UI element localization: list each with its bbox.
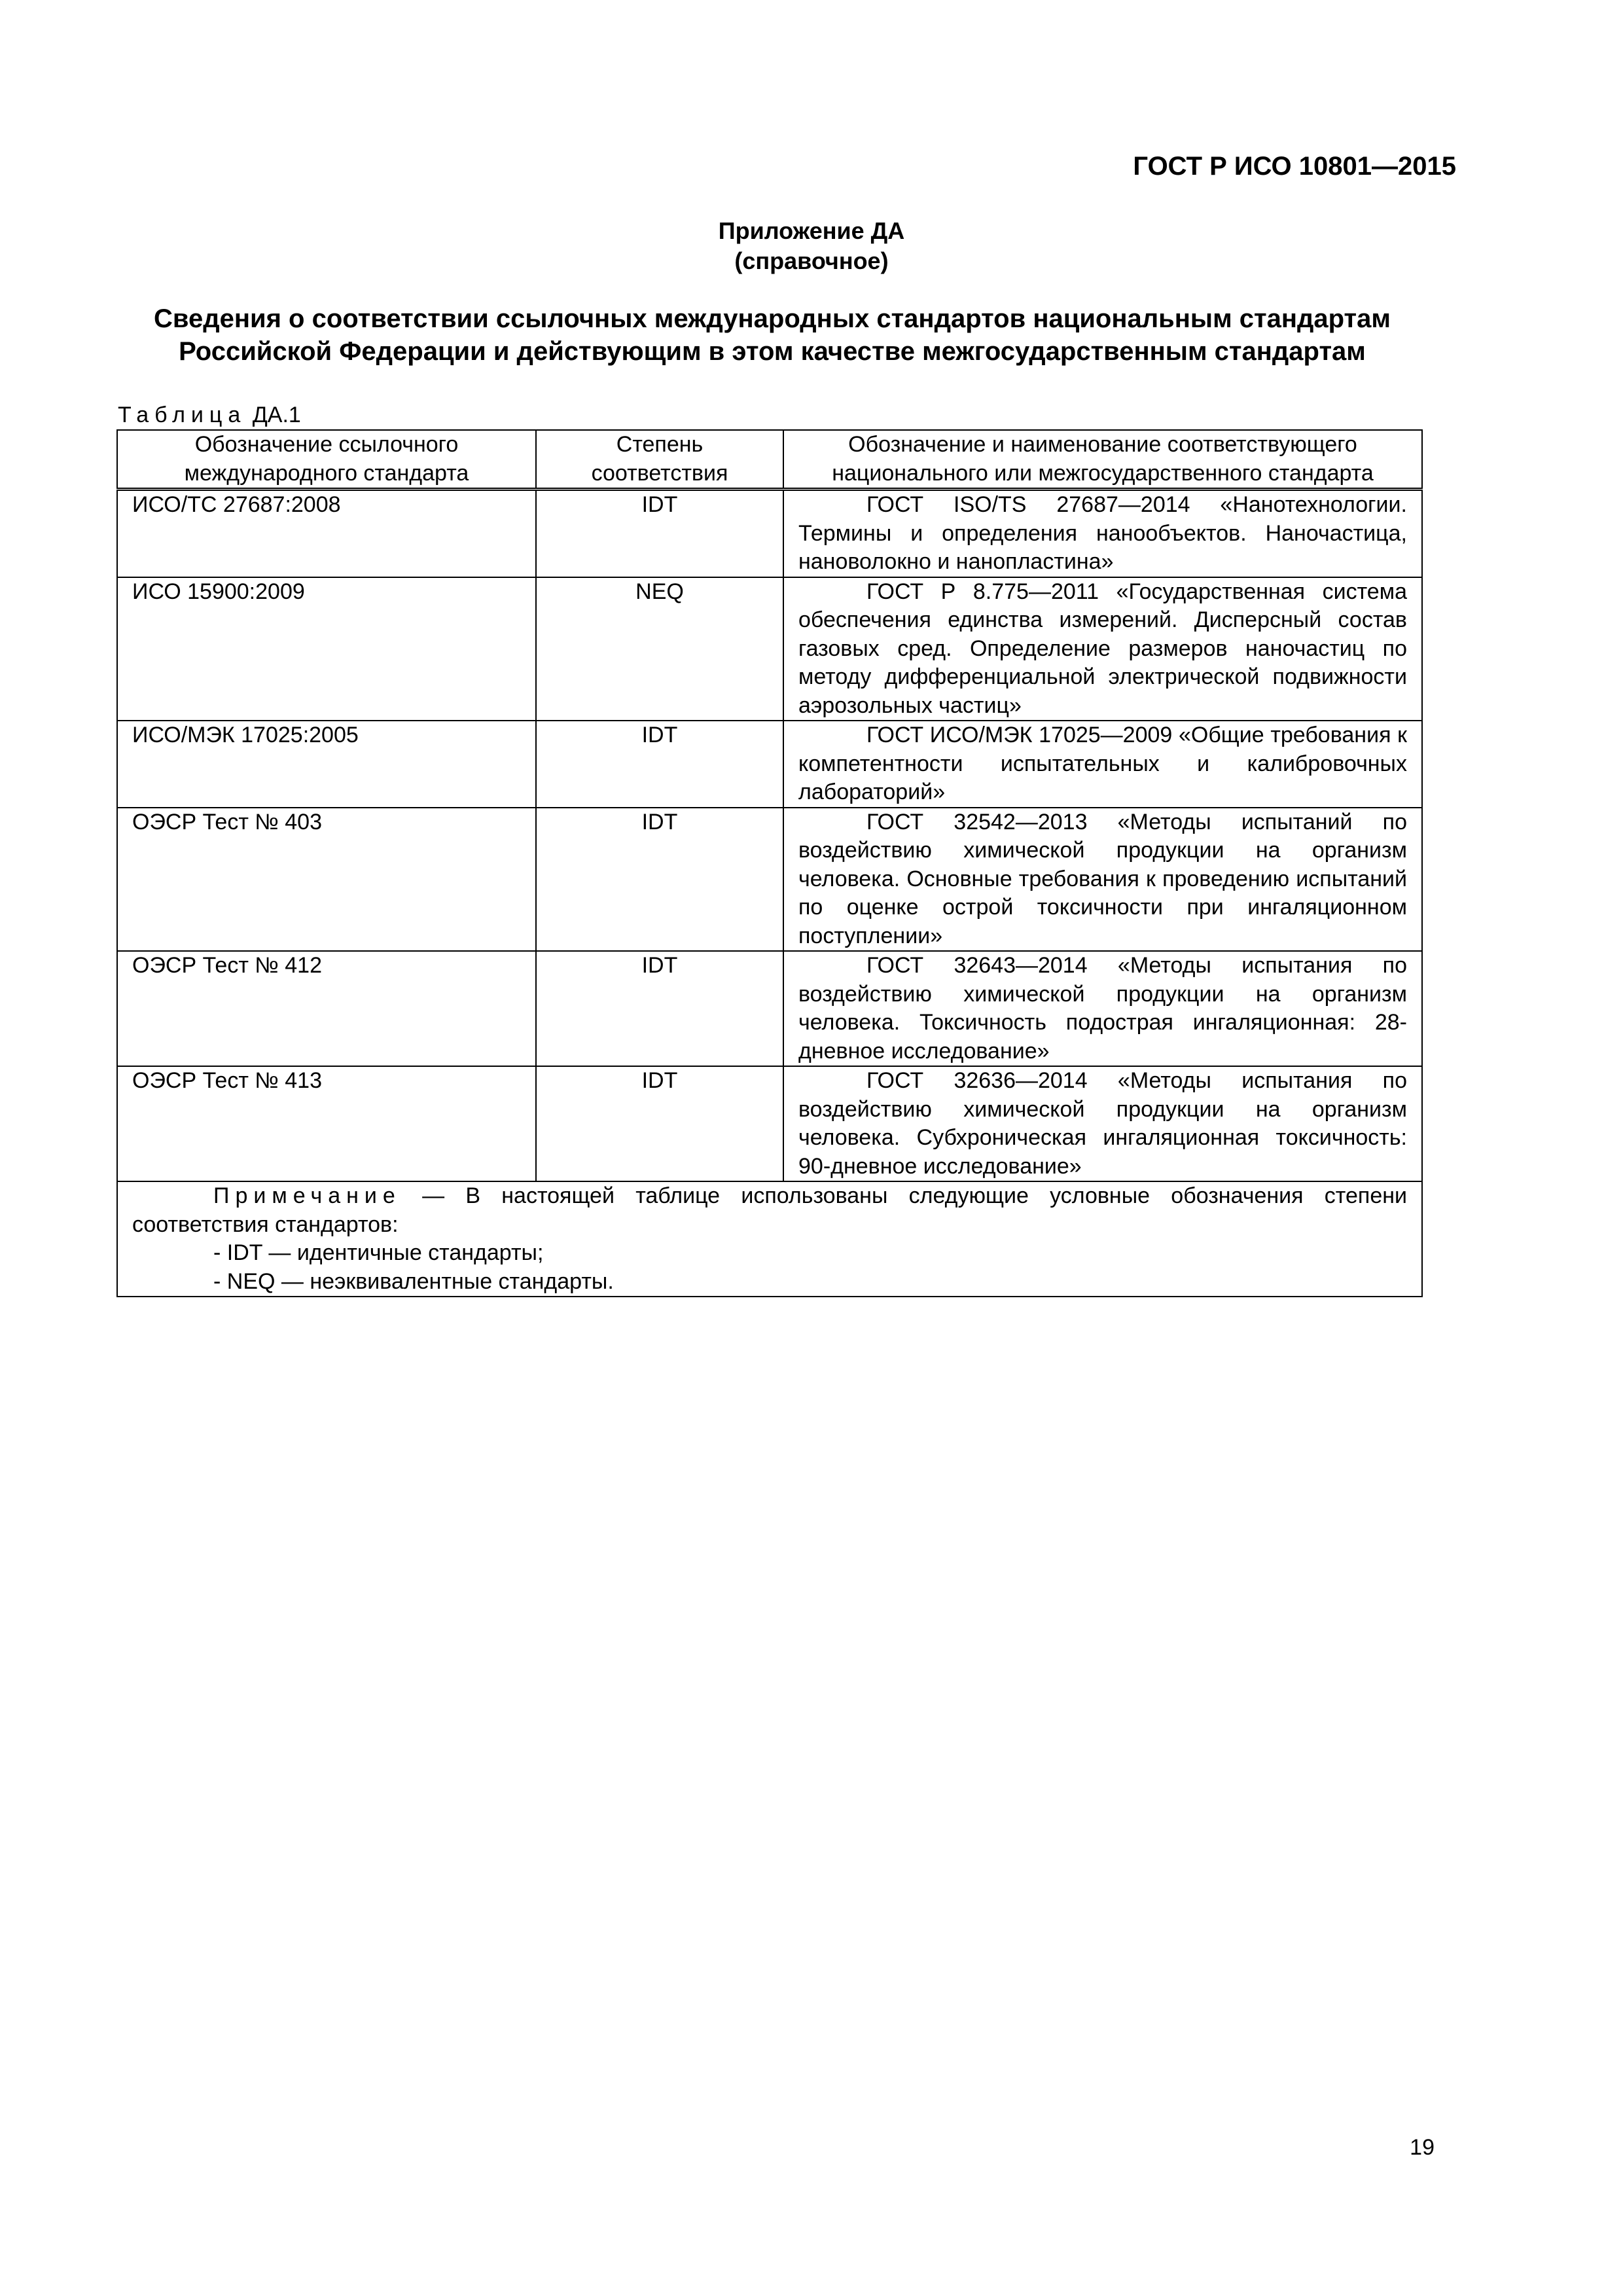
header-national-standard: Обозначение и наименование соответствующего национального или межгосударственного стандарта: [783, 430, 1422, 490]
cell-intl-standard: ИСО/МЭК 17025:2005: [117, 721, 536, 808]
table-row: [117, 808, 1422, 952]
cell-national-standard: [783, 951, 1422, 1066]
national-standard-text: ГОСТ 32542—2013 «Методы испытаний по воздействию химической продукции на организм человека. Основные требования к проведению испытаний по оценке острой токсичности при ингаляционном поступлении»: [798, 809, 1407, 948]
table-row: [117, 721, 1422, 808]
cell-degree: IDT: [536, 951, 783, 1066]
note-item-idt: - IDT — идентичные стандарты;: [213, 1240, 544, 1265]
cell-degree: IDT: [536, 1066, 783, 1181]
national-standard-text: ГОСТ 32636—2014 «Методы испытания по воздействию химической продукции на организм человека. Субхроническая ингаляционная токсичность: 90-дневное исследование»: [798, 1068, 1407, 1179]
cell-national-standard: [783, 721, 1422, 808]
note-intro: [132, 1182, 1407, 1239]
cell-national-standard: [783, 490, 1422, 577]
appendix-title: Приложение ДА: [718, 217, 905, 244]
cell-national-standard: [783, 577, 1422, 721]
cell-intl-standard: ОЭСР Тест № 412: [117, 951, 536, 1066]
standards-table: [116, 429, 1423, 1297]
section-title: Сведения о соответствии ссылочных международных стандартов национальным стандартам Российской Федерации и действующим в этом качестве межгосударственным стандартам: [154, 304, 1391, 366]
cell-intl-standard: ОЭСР Тест № 403: [117, 808, 536, 952]
appendix-heading: [0, 216, 1623, 276]
national-standard-text: ГОСТ Р 8.775—2011 «Государственная система обеспечения единства измерений. Дисперсный состав газовых сред. Определение размеров наночастиц по методу дифференциальной электрической подвижности аэрозольных частиц»: [798, 579, 1407, 718]
table-row: [117, 577, 1422, 721]
table-caption: [118, 403, 301, 428]
national-standard-text: ГОСТ ИСО/МЭК 17025—2009 «Общие требования к компетентности испытательных и калибровочных лабораторий»: [798, 723, 1407, 804]
cell-degree: IDT: [536, 808, 783, 952]
national-standard-text: ГОСТ 32643—2014 «Методы испытания по воздействию химической продукции на организм человека. Токсичность подострая ингаляционная: 28-дневное исследование»: [798, 953, 1407, 1064]
appendix-type: (справочное): [734, 247, 889, 274]
cell-national-standard: [783, 1066, 1422, 1181]
note-item-neq: - NEQ — неэквивалентные стандарты.: [213, 1268, 614, 1294]
cell-degree: IDT: [536, 490, 783, 577]
document-code: ГОСТ Р ИСО 10801—2015: [1133, 152, 1456, 181]
header-intl-standard: Обозначение ссылочного международного стандарта: [117, 430, 536, 490]
cell-national-standard: [783, 808, 1422, 952]
header-degree: Степень соответствия: [536, 430, 783, 490]
note-text: — В настоящей таблице использованы следующие условные обозначения степени соответствия стандартов:: [132, 1183, 1407, 1237]
table-row: [117, 1066, 1422, 1181]
table-row: [117, 951, 1422, 1066]
cell-intl-standard: ИСО/ТС 27687:2008: [117, 490, 536, 577]
note-lead: Примечание: [213, 1183, 401, 1208]
cell-degree: NEQ: [536, 577, 783, 721]
table-caption-number: ДА.1: [252, 403, 301, 427]
cell-intl-standard: ОЭСР Тест № 413: [117, 1066, 536, 1181]
table-header-row: [117, 430, 1422, 490]
table-note-row: [117, 1181, 1422, 1297]
page-number: 19: [1410, 2135, 1435, 2160]
national-standard-text: ГОСТ ISO/TS 27687—2014 «Нанотехнологии. Термины и определения нанообъектов. Наночастица, нановолокно и нанопластина»: [798, 492, 1407, 574]
table-caption-lead: Таблица: [118, 403, 247, 427]
table-note: [117, 1181, 1422, 1297]
table-row: [117, 490, 1422, 577]
cell-intl-standard: ИСО 15900:2009: [117, 577, 536, 721]
cell-degree: IDT: [536, 721, 783, 808]
